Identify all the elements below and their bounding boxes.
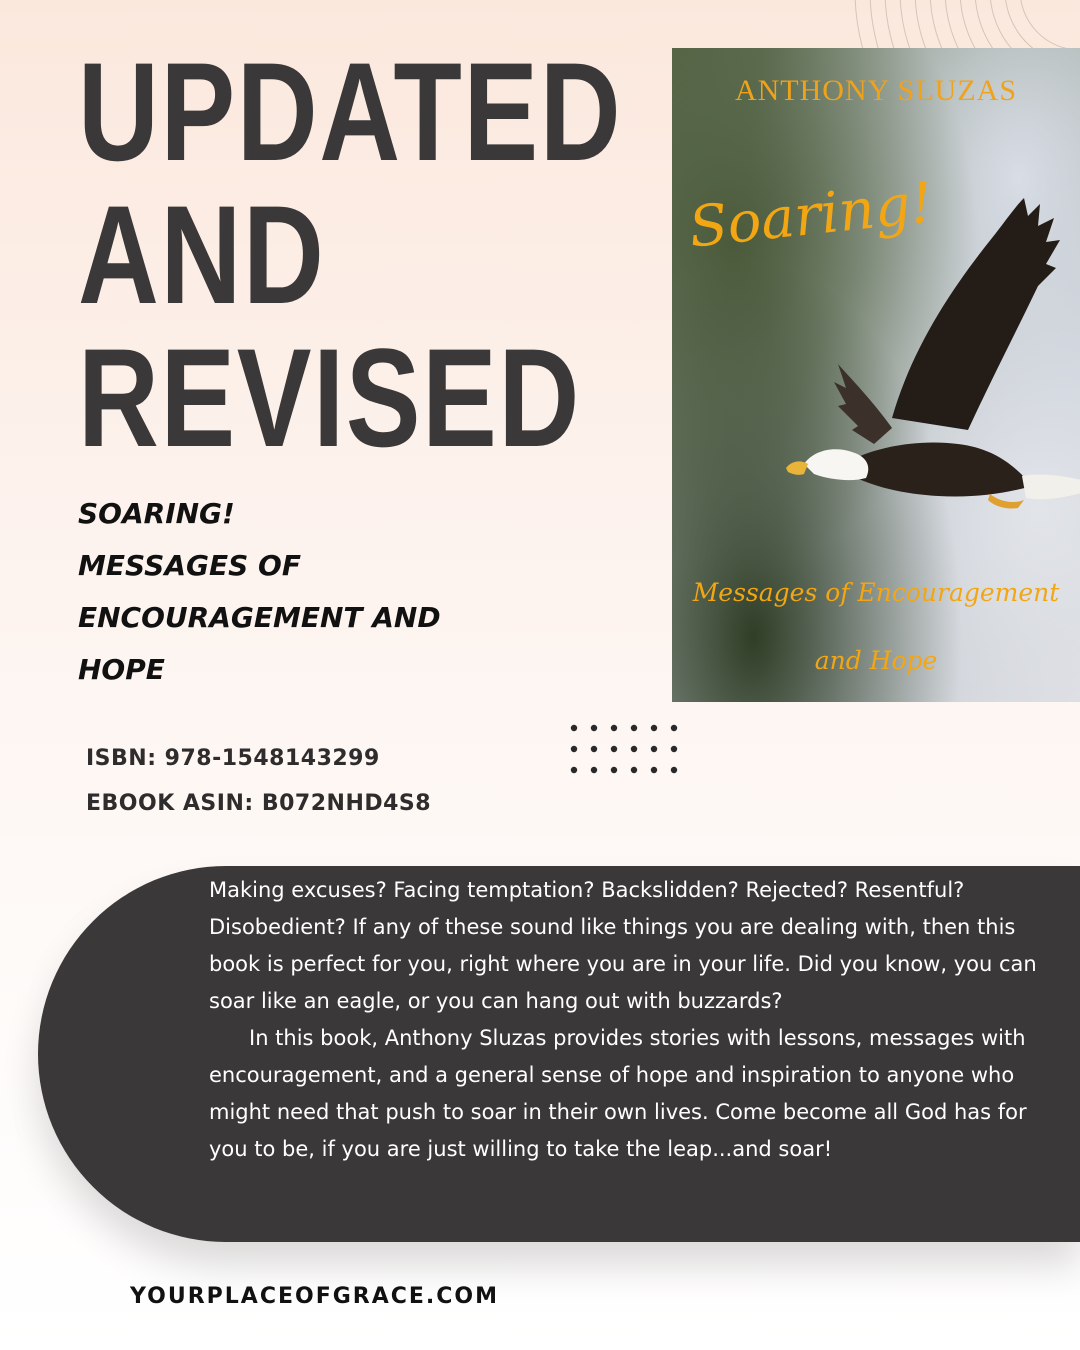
asin-text: EBOOK ASIN: B072NHD4S8 [86, 791, 432, 816]
book-cover-image [672, 48, 1080, 702]
book-title-line-2: MESSAGES OF [78, 549, 301, 582]
cover-author: ANTHONY SLUZAS [734, 74, 1018, 107]
headline-line-1: UPDATED [78, 33, 623, 190]
website-link[interactable]: YOURPLACEOFGRACE.COM [130, 1284, 500, 1309]
headline [78, 33, 623, 476]
book-title-line-3: ENCOURAGEMENT AND [78, 601, 441, 634]
headline-line-2: AND [78, 176, 326, 333]
cover-subtitle-line-2: and Hope [814, 646, 938, 675]
cover-subtitle-line-1: Messages of Encouragement [692, 578, 1060, 607]
isbn-text: ISBN: 978-1548143299 [86, 746, 380, 771]
headline-line-3: REVISED [78, 319, 581, 476]
book-title [78, 488, 548, 696]
cover-title: Soaring! [686, 170, 937, 261]
book-title-line-1: SOARING! [78, 497, 235, 530]
book-title-line-4: HOPE [78, 653, 165, 686]
description-paragraph-2: In this book, Anthony Sluzas provides stories with lessons, messages with encouragement, and a general sense of hope and inspiration to anyone who might need that push to soar in their own lives. Come become all God has for you to be, if you are just willing to take the leap...and soar! [209, 1026, 1027, 1161]
book-description [209, 872, 1059, 1168]
book-identifiers [86, 736, 431, 826]
description-paragraph-1: Making excuses? Facing temptation? Backslidden? Rejected? Resentful? Disobedient? If any of these sound like things you are dealing with, then this book is perfect for you, right where you are in your life. Did you know, you can soar like an eagle, or you can hang out with buzzards? [209, 878, 1037, 1013]
dot-grid-decoration [568, 720, 692, 780]
